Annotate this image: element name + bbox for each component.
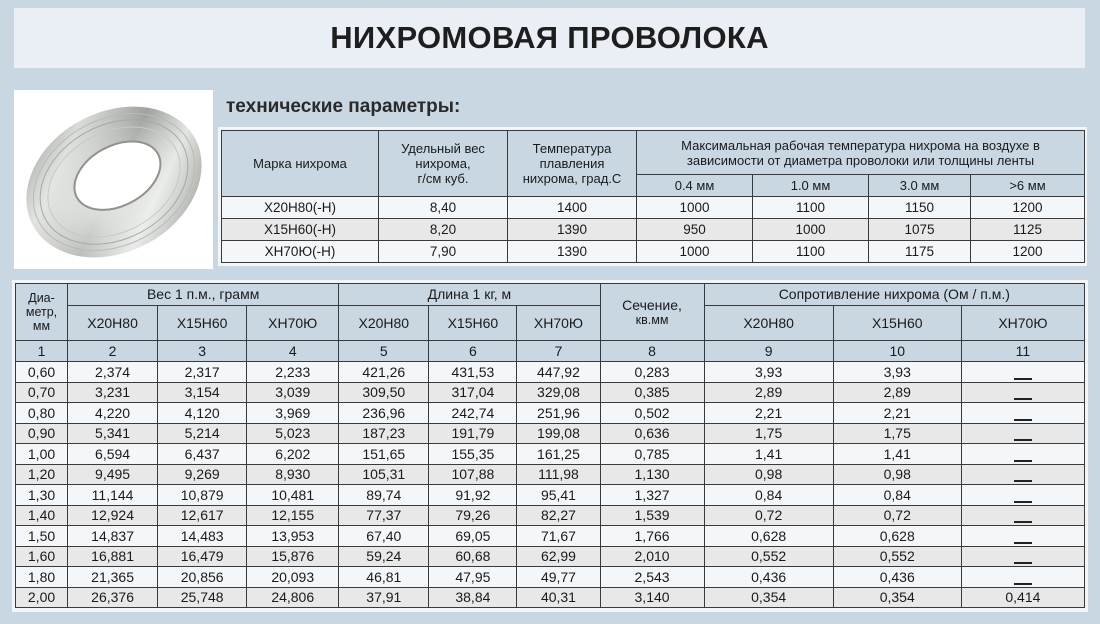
cell-value: 155,35 [429,444,517,465]
cell-value: 1,539 [600,505,704,526]
cell-temp: 1200 [971,241,1085,263]
cell-diameter: 1,20 [16,464,68,485]
dash-icon [1014,431,1032,441]
cell-value: 12,155 [247,505,339,526]
cell-temp: 1150 [869,197,971,219]
cell-value: 20,856 [158,567,247,588]
cell-melting: 1390 [508,219,637,241]
cell-value: 2,21 [833,403,961,424]
cell-value: 0,354 [704,587,833,608]
cell-value: 25,748 [158,587,247,608]
cell-value: 3,93 [833,362,961,383]
column-number: 4 [247,341,339,362]
header-melting: Температура плавления нихрома, град.С [508,131,637,197]
dash-icon [1014,493,1032,503]
cell-temp: 1100 [753,197,869,219]
cell-value: 0,502 [600,403,704,424]
cell-value: 16,881 [68,546,158,567]
header-diameter: Диа- метр, мм [16,284,68,341]
cell-melting: 1390 [508,241,637,263]
cell-value: 2,89 [833,382,961,403]
cell-value: 317,04 [429,382,517,403]
cell-value: 191,79 [429,423,517,444]
cell-value: 4,120 [158,403,247,424]
header-grade-x20n80: Х20Н80 [339,306,429,341]
empty-value-dash [961,505,1084,526]
cell-temp: 950 [637,219,753,241]
cell-value: 37,91 [339,587,429,608]
page-title: НИХРОМОВАЯ ПРОВОЛОКА [330,20,769,55]
cell-value: 5,023 [247,423,339,444]
table-row [16,382,1085,403]
cell-temp: 1125 [971,219,1085,241]
cell-value: 309,50 [339,382,429,403]
cell-temp: 1100 [753,241,869,263]
header-grade-x15n60: Х15Н60 [158,306,247,341]
cell-value: 82,27 [517,505,600,526]
cell-value: 14,483 [158,526,247,547]
cell-value: 6,594 [68,444,158,465]
header-weight: Вес 1 п.м., грамм [68,284,339,306]
cell-value: 62,99 [517,546,600,567]
cell-value: 3,140 [600,587,704,608]
column-number: 3 [158,341,247,362]
cell-diameter: 1,50 [16,526,68,547]
cell-value: 5,214 [158,423,247,444]
cell-value: 0,84 [833,485,961,506]
cell-value: 0,436 [833,567,961,588]
table-row [222,219,1085,241]
dash-icon [1014,554,1032,564]
cell-temp: 1000 [637,197,753,219]
cell-value: 8,930 [247,464,339,485]
cell-value: 242,74 [429,403,517,424]
cell-value: 71,67 [517,526,600,547]
cell-value: 59,24 [339,546,429,567]
header-size-3-0: 3.0 мм [869,175,971,197]
header-grade-x15n60: Х15Н60 [429,306,517,341]
cell-value: 0,436 [704,567,833,588]
cell-value: 187,23 [339,423,429,444]
cell-value: 6,202 [247,444,339,465]
cell-value: 0,72 [704,505,833,526]
cell-temp: 1000 [753,219,869,241]
cell-temp: 1175 [869,241,971,263]
cell-value: 79,26 [429,505,517,526]
cell-diameter: 1,60 [16,546,68,567]
cell-value: 2,317 [158,362,247,383]
table-row [16,362,1085,383]
header-length: Длина 1 кг, м [339,284,600,306]
cell-value: 89,74 [339,485,429,506]
empty-value-dash [961,485,1084,506]
dash-icon [1014,370,1032,380]
table-row [16,505,1085,526]
cell-value: 151,65 [339,444,429,465]
properties-table-frame [218,127,1087,266]
cell-diameter: 0,60 [16,362,68,383]
column-number: 10 [833,341,961,362]
empty-value-dash [961,567,1084,588]
cell-value: 107,88 [429,464,517,485]
column-number: 1 [16,341,68,362]
cell-value: 21,365 [68,567,158,588]
cell-diameter: 1,00 [16,444,68,465]
table-row [16,546,1085,567]
column-number: 7 [517,341,600,362]
cell-value: 0,72 [833,505,961,526]
table-row [16,403,1085,424]
cell-value: 1,327 [600,485,704,506]
cell-value: 3,969 [247,403,339,424]
cell-density: 7,90 [379,241,508,263]
cell-value: 0,98 [704,464,833,485]
empty-value-dash [961,362,1084,383]
cell-value: 329,08 [517,382,600,403]
column-number: 11 [961,341,1084,362]
cell-value: 2,21 [704,403,833,424]
cell-value: 12,617 [158,505,247,526]
dimensions-table-body [16,362,1085,608]
properties-table [221,130,1085,263]
cell-value: 236,96 [339,403,429,424]
cell-value: 24,806 [247,587,339,608]
dash-icon [1014,575,1032,585]
cell-value: 16,479 [158,546,247,567]
header-density: Удельный вес нихрома, г/см куб. [379,131,508,197]
column-number: 2 [68,341,158,362]
cell-value: 46,81 [339,567,429,588]
column-number-row [16,341,1085,362]
cell-value: 0,98 [833,464,961,485]
empty-value-dash [961,423,1084,444]
cell-value: 69,05 [429,526,517,547]
header-size-6: >6 мм [971,175,1085,197]
dash-icon [1014,534,1032,544]
cell-temp: 1000 [637,241,753,263]
title-banner [14,8,1085,68]
dash-icon [1014,472,1032,482]
empty-value-dash [961,444,1084,465]
cell-value: 1,75 [833,423,961,444]
cell-grade: Х15Н60(-Н) [222,219,379,241]
cell-density: 8,20 [379,219,508,241]
header-grade-x15n60: Х15Н60 [833,306,961,341]
cell-value: 2,374 [68,362,158,383]
cell-value: 3,93 [704,362,833,383]
cell-temp: 1075 [869,219,971,241]
cell-value: 9,495 [68,464,158,485]
table-row [16,567,1085,588]
cell-value: 91,92 [429,485,517,506]
header-grade-x20n80: Х20Н80 [704,306,833,341]
cell-value: 1,130 [600,464,704,485]
cell-value: 2,89 [704,382,833,403]
header-grade-xn70yu: ХН70Ю [247,306,339,341]
dash-icon [1014,411,1032,421]
empty-value-dash [961,382,1084,403]
cell-value: 431,53 [429,362,517,383]
cell-value: 2,233 [247,362,339,383]
dash-icon [1014,513,1032,523]
cell-value: 3,231 [68,382,158,403]
dash-icon [1014,452,1032,462]
table-row [16,423,1085,444]
column-number: 8 [600,341,704,362]
cell-value: 421,26 [339,362,429,383]
cell-value: 199,08 [517,423,600,444]
cell-value: 111,98 [517,464,600,485]
cell-value: 9,269 [158,464,247,485]
cell-value: 38,84 [429,587,517,608]
header-section: Сечение, кв.мм [600,284,704,341]
cell-value: 77,37 [339,505,429,526]
cell-value: 4,220 [68,403,158,424]
cell-value: 10,879 [158,485,247,506]
cell-diameter: 1,40 [16,505,68,526]
cell-value: 5,341 [68,423,158,444]
cell-value: 40,31 [517,587,600,608]
cell-diameter: 0,80 [16,403,68,424]
header-resistance: Сопротивление нихрома (Ом / п.м.) [704,284,1084,306]
cell-value: 105,31 [339,464,429,485]
cell-value: 0,785 [600,444,704,465]
wire-coil-icon [14,90,213,269]
cell-diameter: 0,90 [16,423,68,444]
cell-density: 8,40 [379,197,508,219]
cell-value: 1,75 [704,423,833,444]
cell-value: 67,40 [339,526,429,547]
cell-value: 47,95 [429,567,517,588]
cell-diameter: 0,70 [16,382,68,403]
empty-value-dash [961,526,1084,547]
cell-temp: 1200 [971,197,1085,219]
header-grade-xn70yu: ХН70Ю [961,306,1084,341]
dimensions-table [15,283,1085,608]
cell-value: 0,628 [704,526,833,547]
cell-value: 0,552 [833,546,961,567]
header-grade: Марка нихрома [222,131,379,197]
empty-value-dash [961,546,1084,567]
cell-value: 49,77 [517,567,600,588]
cell-value: 1,41 [833,444,961,465]
cell-diameter: 1,80 [16,567,68,588]
cell-value: 14,837 [68,526,158,547]
cell-grade: ХН70Ю(-Н) [222,241,379,263]
column-number: 6 [429,341,517,362]
cell-value: 251,96 [517,403,600,424]
cell-value: 0,354 [833,587,961,608]
dash-icon [1014,390,1032,400]
empty-value-dash [961,464,1084,485]
cell-grade: Х20Н80(-Н) [222,197,379,219]
cell-value: 20,093 [247,567,339,588]
cell-value: 3,154 [158,382,247,403]
cell-value: 0,283 [600,362,704,383]
empty-value-dash [961,403,1084,424]
header-size-0-4: 0.4 мм [637,175,753,197]
cell-value: 1,41 [704,444,833,465]
table-row [16,485,1085,506]
cell-diameter: 1,30 [16,485,68,506]
cell-value: 95,41 [517,485,600,506]
table-row [16,526,1085,547]
cell-value: 2,010 [600,546,704,567]
table-row [16,464,1085,485]
cell-melting: 1400 [508,197,637,219]
cell-value: 1,766 [600,526,704,547]
cell-diameter: 2,00 [16,587,68,608]
table-row [222,241,1085,263]
cell-value: 3,039 [247,382,339,403]
table-row [16,587,1085,608]
wire-coil-image [14,90,213,269]
cell-value: 15,876 [247,546,339,567]
header-grade-xn70yu: ХН70Ю [517,306,600,341]
cell-value: 0,385 [600,382,704,403]
cell-value: 161,25 [517,444,600,465]
cell-value: 11,144 [68,485,158,506]
cell-value: 0,552 [704,546,833,567]
cell-value: 12,924 [68,505,158,526]
cell-value: 13,953 [247,526,339,547]
cell-value: 2,543 [600,567,704,588]
cell-value: 6,437 [158,444,247,465]
table-row [222,197,1085,219]
table-row [16,444,1085,465]
column-number: 5 [339,341,429,362]
cell-value: 447,92 [517,362,600,383]
cell-value: 60,68 [429,546,517,567]
cell-value: 0,84 [704,485,833,506]
header-grade-x20n80: Х20Н80 [68,306,158,341]
cell-value: 0,414 [961,587,1084,608]
dimensions-table-frame [12,280,1088,612]
column-number: 9 [704,341,833,362]
header-size-1-0: 1.0 мм [753,175,869,197]
section-subtitle: технические параметры: [226,96,461,117]
cell-value: 10,481 [247,485,339,506]
cell-value: 0,636 [600,423,704,444]
cell-value: 0,628 [833,526,961,547]
cell-value: 26,376 [68,587,158,608]
header-max-temp: Максимальная рабочая температура нихрома на воздухе в зависимости от диаметра проволоки или толщины ленты [637,131,1085,175]
